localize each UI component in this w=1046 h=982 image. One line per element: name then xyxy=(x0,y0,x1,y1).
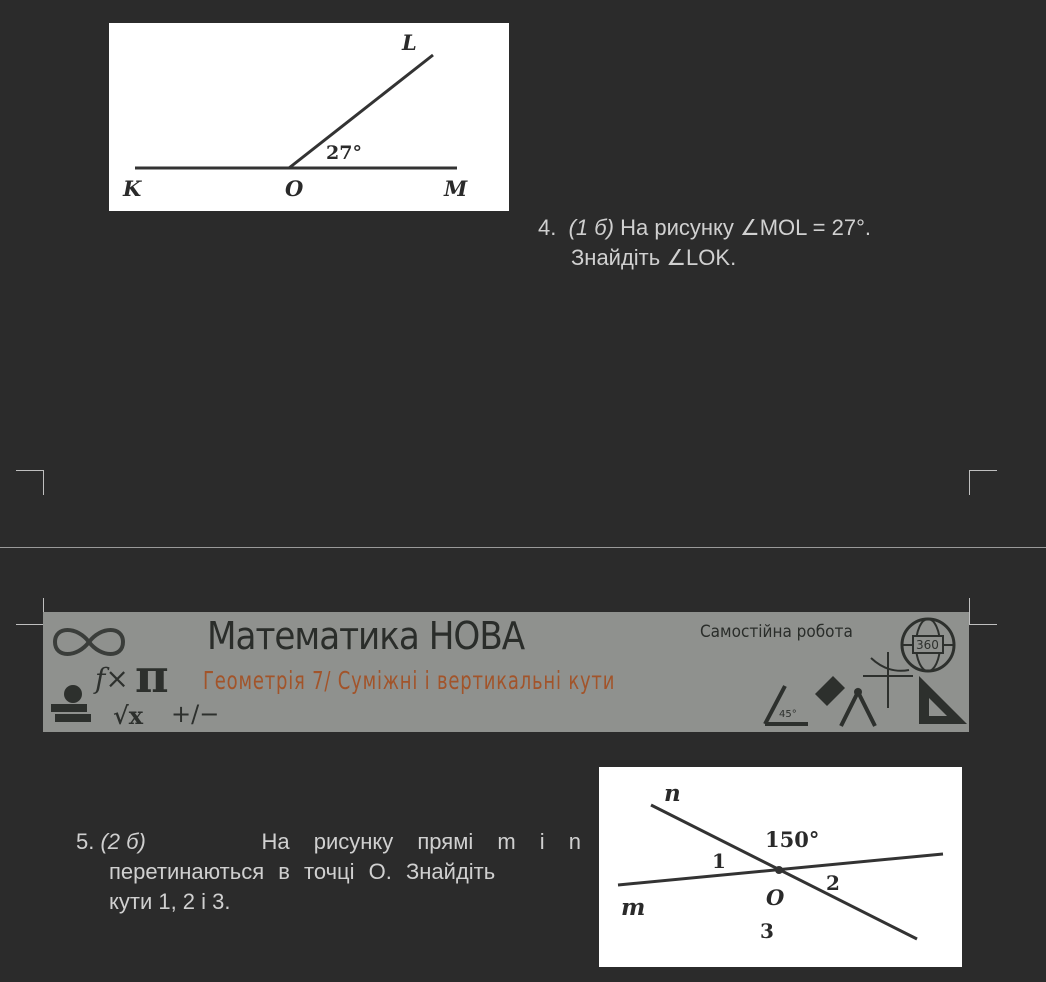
task-4-points: (1 б) xyxy=(568,215,614,240)
books-icon xyxy=(51,704,87,712)
task-4-number: 4. xyxy=(538,215,557,240)
crop-mark-left xyxy=(16,470,44,495)
plus-minus-icon: +∕− xyxy=(171,700,220,728)
figure-intersecting-lines xyxy=(599,767,962,967)
figure-angle-mol xyxy=(109,23,509,211)
task-4 xyxy=(538,213,1018,273)
label-angle-3: 3 xyxy=(760,919,774,943)
label-m: m xyxy=(621,894,646,921)
sqrt-icon: √x xyxy=(113,701,144,730)
label-k: K xyxy=(123,176,142,201)
banner-title: Математика НОВА xyxy=(207,614,525,658)
pi-icon: π xyxy=(135,649,169,703)
task-5-line1 xyxy=(76,827,581,857)
lines-diagram xyxy=(599,767,962,967)
task-5-number: 5. xyxy=(76,829,95,854)
banner-subtitle: Геометрія 7/ Суміжні і вертикальні кути xyxy=(203,666,616,695)
pencil-icon xyxy=(815,676,845,706)
crop-mark-right xyxy=(969,470,997,495)
label-m: M xyxy=(444,176,468,201)
label-o: O xyxy=(766,885,785,910)
set-square-icon xyxy=(919,676,967,724)
task-5-text-2: перетинаються в точці O. Знайдіть xyxy=(109,859,496,884)
task-5-text-1: На рисунку прямі m і n xyxy=(261,829,581,854)
label-angle-2: 2 xyxy=(826,871,840,895)
banner-work-type: Самостійна робота xyxy=(700,622,853,642)
task-5-text-3: кути 1, 2 і 3. xyxy=(109,889,231,914)
fx-icon: f× xyxy=(95,662,129,695)
task-5 xyxy=(76,827,581,917)
badge-360: 360 xyxy=(916,638,939,652)
task-4-text: На рисунку ∠MOL = 27°. xyxy=(620,215,872,240)
angle-diagram xyxy=(109,23,509,211)
task-4-line2: Знайдіть ∠LOK. xyxy=(571,245,737,270)
label-angle-1: 1 xyxy=(712,849,726,873)
infinity-icon xyxy=(55,630,123,654)
task-5-points: (2 б) xyxy=(100,829,146,854)
header-banner xyxy=(43,612,969,732)
label-150: 150° xyxy=(765,827,820,852)
crop-mark-left-2 xyxy=(16,598,44,625)
line-n xyxy=(651,805,917,939)
label-l: L xyxy=(402,30,417,55)
label-n: n xyxy=(664,780,681,807)
crop-mark-right-2 xyxy=(969,598,997,625)
angle-45-label: 45° xyxy=(779,709,797,720)
label-angle-27: 27° xyxy=(326,142,362,164)
compass-icon xyxy=(841,692,875,726)
point-o-dot xyxy=(775,866,783,874)
task-4-line1 xyxy=(538,213,1018,243)
apple-icon xyxy=(64,685,82,703)
page-separator xyxy=(0,547,1046,548)
label-o: O xyxy=(285,176,304,201)
